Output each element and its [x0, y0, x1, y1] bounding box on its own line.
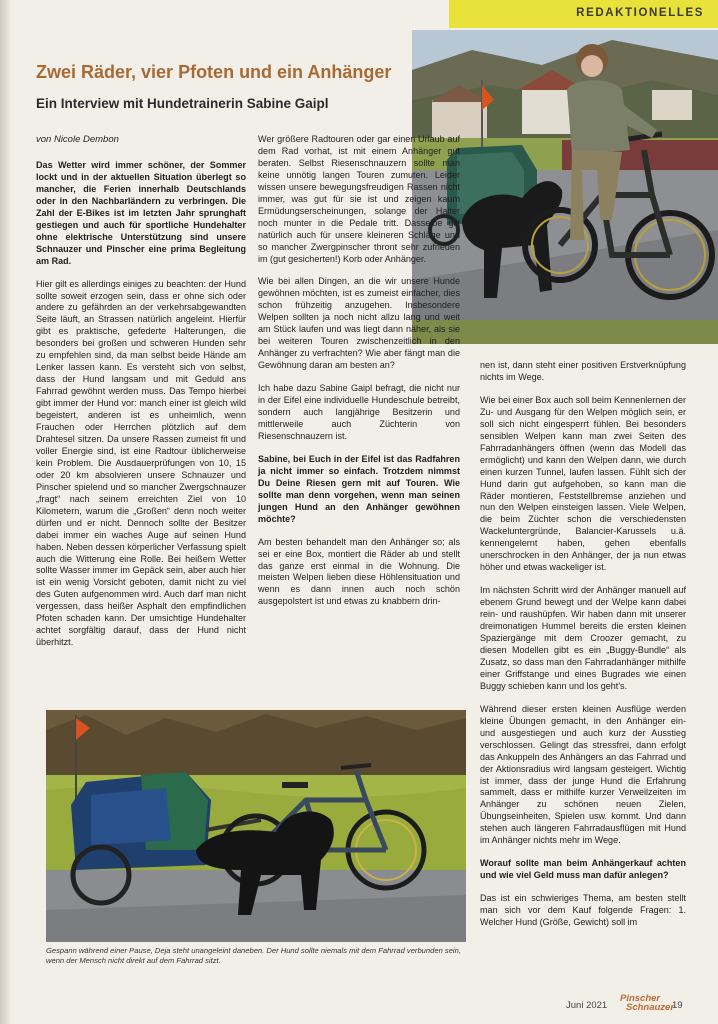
paragraph: Wie bei einer Box auch soll beim Kennenlernen der Zu- und Ausgang für den Welpen möglich sein, er soll sich nicht eingesperrt fühlen. Bei besonders sensiblen Welpen kann man zwei Seiten des Fahrradanhängers öffnen (wenn das Modell das ermöglicht) und kann den Welpen dann, wie durch einen kurzen Tunnel, laufen lassen. Fühlt sich der Hund darin gut aufgehoben, so kann man die Räder montieren, Feststellbremse anziehen und nun den Welpen einsteigen lassen. Viele Welpen, die beim Züchter schon die verschiedensten Wackeluntergründe, Balancier-Karussels u.ä. kennengelernt haben, gehen ebenfalls unerschrocken in den Anhänger, der ja nun etwas höher und etwas wackeliger ist.	[480, 394, 686, 573]
brand-line-2: Schnauzer	[626, 1002, 675, 1013]
body-paragraph: Hier gilt es allerdings einiges zu beachten: der Hund sollte soweit erzogen sein, dass er ohne sich oder andere zu gefährden an der verkehrsabgewandten Seite läuft, an Strassen natürlich angeleint. Hierfür gibt es praktische, gefederte Halterungen, die besonders bei großen und schweren Hunden sehr zu empfehlen sind, da man selbst beide Hände am Lenker lassen kann. Es versteht sich von selbst, dass der Hund langsam und mit Geduld ans Fahrrad gewöhnt werden muss. Das Tempo hierbei gibt immer der Hund vor: manch einer ist gleich wild begeistert, anderen ist es unheimlich, wenn Frauchen oder Herrchen plötzlich auf dem Drahtesel sitzen. Da unsere Rassen zumeist fit und voller Energie sind, ist eine Radtour üblicherweise kein Problem. Die Ausdauerprüfungen von 10, 15 oder 20 km absolvieren unsere Schnauzer und Pinscher spielend und so mancher Zwergschnauzer „fragt“ nach seinem erreichten Ziel von 10 Kilometern, warum die „Großen“ denn noch weiter dürfen und er nicht. Dennoch sollte der Besitzer dabei immer ein waches Auge auf seinen Hund haben. Neben dessen körperlicher Verfassung spielt auch die Witterung eine Rolle. Bei heißem Wetter sollte Wasser immer im Gepäck sein, aber auch hier ist ein wenig Vorsicht geboten, damit nicht zu viel des Guten aufgenommen wird. Auch darf man nicht vergessen, dass heißer Asphalt den empfindlichen Pfoten schaden kann. Der umsichtige Hundehalter achtet sorgfältig darauf, dass der Hund nicht überhitzt.	[36, 278, 246, 648]
interview-answer: Am besten behandelt man den Anhänger so; als sei er eine Box, montiert die Räder ab und stellt das ganze erst einmal in die Wohnung. Die meisten Welpen lieben diese Höhlensituation und wenn es dann innen auch noch schön ausgepolstert ist und etwas zu knabbern drin-	[258, 536, 460, 607]
paragraph: Ich habe dazu Sabine Gaipl befragt, die nicht nur in der Eifel eine individuelle Hundeschule betreibt, sondern auch langjährige Besitzerin und mittlerweile auch Züchterin von Riesenschnauzern ist.	[258, 383, 460, 441]
text-column-2	[258, 134, 460, 619]
interview-question: Worauf sollte man beim Anhängerkauf achten und wie viel Geld muss man dafür anlegen?	[480, 858, 686, 881]
interview-answer: Das ist ein schwieriges Thema, am besten stellt man sich vor dem Kauf folgende Fragen: 1. Welcher Hund (Größe, Gewicht) soll im	[480, 893, 686, 928]
footer-brand-logo	[620, 994, 674, 1012]
section-tag	[449, 0, 718, 28]
text-column-1	[36, 160, 246, 660]
photo-caption: Gespann während einer Pause, Deja steht unangeleint daneben. Der Hund sollte niemals mit dem Fahrrad verbunden sein, wenn der Mensch nicht direkt auf dem Fahrrad sitzt.	[46, 946, 461, 965]
brand-line-1: Pinscher	[620, 993, 661, 1004]
page-number: 19	[672, 1000, 683, 1011]
article-byline: von Nicole Dembon	[36, 134, 119, 145]
article-subheadline: Ein Interview mit Hundetrainerin Sabine Gaipl	[36, 96, 329, 111]
photo-bike-trailer-dog	[46, 710, 466, 942]
section-tag-label: REDAKTIONELLES	[576, 7, 704, 19]
paragraph: Wie bei allen Dingen, an die wir unsere Hunde gewöhnen möchten, ist es zumeist einfacher, dies schon frühzeitig anzugehen. Insbesondere Welpen sollten ja noch nicht allzu lang und weit am Stück laufen und was liegt dann näher, als sie bei weiteren Touren zwischenzeitlich in den Anhänger zu verfrachten? Wie aber fängt man die Gewöhnung daran am besten an?	[258, 276, 460, 371]
paragraph: nen ist, dann steht einer positiven Erstverknüpfung nichts im Wege.	[480, 360, 686, 382]
intro-paragraph: Das Wetter wird immer schöner, der Sommer lockt und in der aktuellen Situation überlegt so mancher, die Ferien innerhalb Deutschlands oder in den Nachbarländern zu verbringen. Die Zahl der E-Bikes ist im letzten Jahr sprunghaft gestiegen und auch für sportliche Hundehalter ohne elektrische Unterstützung sind unsere Schnauzer und Pinscher eine prima Begleitung am Rad.	[36, 160, 246, 266]
paragraph: Im nächsten Schritt wird der Anhänger manuell auf ebenem Grund bewegt und der Welpe kann dabei rein- und raushüpfen. Wir haben dann mit unserer dreimonatigen Hummel bereits die ersten kleinen Spaziergänge mit dem Croozer gemacht, zu diesen Modellen gibt es ein „Buggy-Bundle“ als Zusatz, so dass man den Fahrradanhänger mithilfe einer Griffstange und eines Bugrades wie einen Buggy schieben kann und los geht's.	[480, 585, 686, 691]
page-spine-shadow	[0, 0, 10, 1024]
interview-question: Sabine, bei Euch in der Eifel ist das Radfahren ja nicht immer so einfach. Trotzdem nimmst Du Deine Riesen gern mit auf Touren. Wie sollte man denn vorgehen, wenn man seinen jungen Hund an den Anhänger gewöhnen möchte?	[258, 453, 460, 524]
article-headline: Zwei Räder, vier Pfoten und ein Anhänger	[36, 62, 392, 82]
paragraph: Wer größere Radtouren oder gar einen Urlaub auf dem Rad vorhat, ist mit einem Anhänger gut beraten. Selbst Riesenschnauzern sollte man keine unnötig langen Touren zumuten. Leider wissen unsere bewegungsfreudigen Rassen nicht immer, was gut für sie ist und zeigen kaum Ermüdungserscheinungen, solange der Halter noch munter in die Pedale tritt. Dasselbe gilt natürlich auch für unsere kleineren Schläge und so mancher Zwergpinscher thront sehr zufrieden im (gut gesicherten!) Korb oder Anhänger.	[258, 134, 460, 264]
footer-date: Juni 2021	[566, 1000, 608, 1011]
text-column-3	[480, 360, 686, 940]
paragraph: Während dieser ersten kleinen Ausflüge werden kleine Übungen gemacht, in den Anhänger ein- und ausgestiegen und auch kurz der Ausstieg verschlossen. Gelingt das stressfrei, dann erfolgt das Ankuppeln des Anhängers an das Fahrrad und der Aktionsradius wird langsam gesteigert. Wichtig ist immer, dass der junge Hund die Erfahrung sammelt, dass er mithilfe kurzer Verweilzeiten im Anhänger zu schönen neuen Zielen, Übungseinheiten, Spielen usw. kommt. Und dann stehen auch längeren Fahrradausflügen mit Hund im Anhänger nichts mehr im Wege.	[480, 703, 686, 846]
